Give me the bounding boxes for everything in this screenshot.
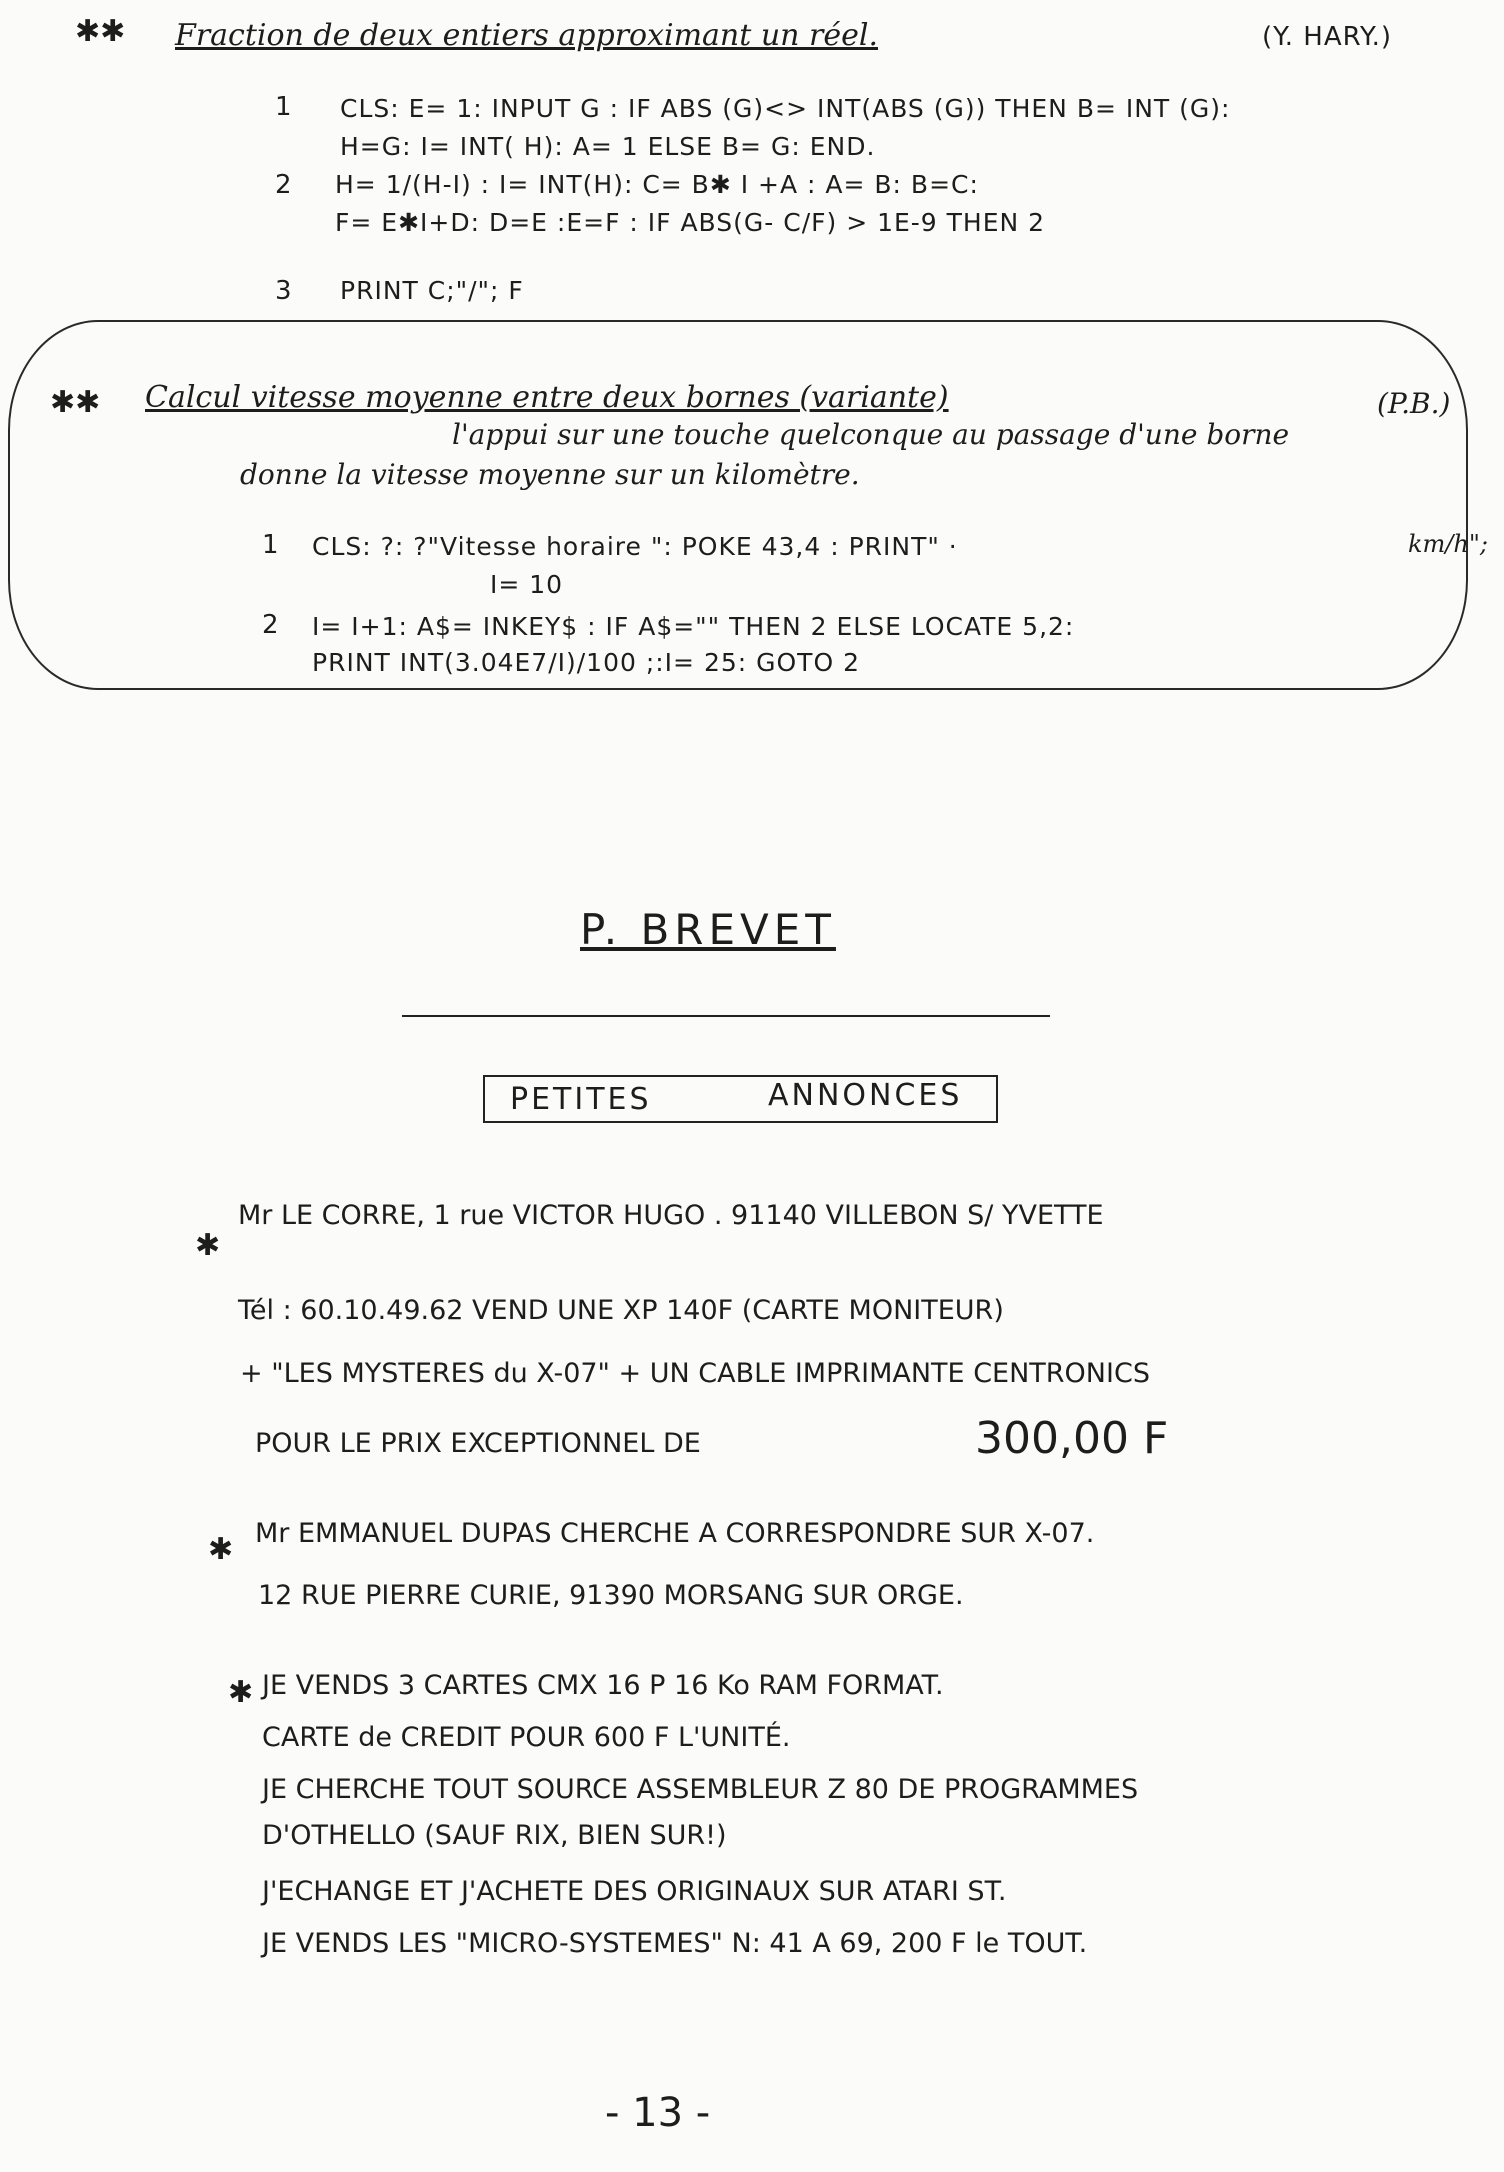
code-line-number: 2 bbox=[275, 170, 292, 200]
ad-line: Mr EMMANUEL DUPAS CHERCHE A CORRESPONDRE SUR X-07. bbox=[255, 1518, 1095, 1549]
code-line-number: 2 bbox=[262, 610, 279, 640]
code-line: CLS: ?: ?"Vitesse horaire ": POKE 43,4 : PRINT" · bbox=[312, 532, 958, 561]
ad-line: POUR LE PRIX EXCEPTIONNEL DE bbox=[255, 1428, 701, 1459]
section1-title: Fraction de deux entiers approximant un réel. bbox=[175, 18, 879, 53]
code-line: F= E✱I+D: D=E :E=F : IF ABS(G- C/F) > 1E-9 THEN 2 bbox=[335, 208, 1046, 237]
page-number: - 13 - bbox=[605, 2090, 711, 2136]
ad-line: D'OTHELLO (SAUF RIX, BIEN SUR!) bbox=[262, 1820, 727, 1851]
code-line: PRINT INT(3.04E7/I)/100 ;:I= 25: GOTO 2 bbox=[312, 648, 860, 677]
ad-bullet-star: ✱ bbox=[228, 1675, 254, 1710]
code-line: I= I+1: A$= INKEY$ : IF A$="" THEN 2 ELSE LOCATE 5,2: bbox=[312, 612, 1075, 641]
ad-line: Mr LE CORRE, 1 rue VICTOR HUGO . 91140 VILLEBON S/ YVETTE bbox=[238, 1200, 1104, 1231]
ad-price: 300,00 F bbox=[975, 1413, 1169, 1464]
code-line: I= 10 bbox=[490, 570, 564, 599]
ad-line: + "LES MYSTERES du X-07" + UN CABLE IMPRIMANTE CENTRONICS bbox=[240, 1358, 1150, 1389]
petites-annonces-word2: ANNONCES bbox=[768, 1078, 963, 1113]
ad-bullet-star: ✱ bbox=[208, 1532, 234, 1567]
code-line-number: 1 bbox=[275, 92, 292, 122]
section2-description-line: l'appui sur une touche quelconque au passage d'une borne bbox=[452, 418, 1290, 451]
section1-author: (Y. HARY.) bbox=[1262, 22, 1393, 52]
section2-stars: ✱✱ bbox=[50, 385, 101, 420]
section1-stars: ✱✱ bbox=[75, 14, 126, 49]
ad-line: JE VENDS 3 CARTES CMX 16 P 16 Ko RAM FORMAT. bbox=[262, 1670, 944, 1701]
code-line: H= 1/(H-I) : I= INT(H): C= B✱ I +A : A= B: B=C: bbox=[335, 170, 979, 199]
section2-unit-note: km/h"; bbox=[1408, 530, 1488, 558]
code-line: PRINT C;"/"; F bbox=[340, 276, 524, 305]
code-line-number: 1 bbox=[262, 530, 279, 560]
code-line: CLS: E= 1: INPUT G : IF ABS (G)<> INT(ABS (G)) THEN B= INT (G): bbox=[340, 94, 1231, 123]
ad-bullet-star: ✱ bbox=[195, 1228, 221, 1263]
section2-description-line: donne la vitesse moyenne sur un kilomètre. bbox=[240, 458, 860, 491]
ad-line: 12 RUE PIERRE CURIE, 91390 MORSANG SUR ORGE. bbox=[258, 1580, 964, 1611]
author-name: P. BREVET bbox=[580, 905, 836, 954]
code-line-number: 3 bbox=[275, 276, 292, 306]
code-line: H=G: I= INT( H): A= 1 ELSE B= G: END. bbox=[340, 132, 876, 161]
petites-annonces-word1: PETITES bbox=[510, 1082, 652, 1117]
ad-line: J'ECHANGE ET J'ACHETE DES ORIGINAUX SUR ATARI ST. bbox=[262, 1876, 1007, 1907]
section2-author: (P.B.) bbox=[1377, 387, 1451, 420]
ad-line: JE VENDS LES "MICRO-SYSTEMES" N: 41 A 69, 200 F le TOUT. bbox=[262, 1928, 1088, 1959]
ad-line: JE CHERCHE TOUT SOURCE ASSEMBLEUR Z 80 DE PROGRAMMES bbox=[262, 1774, 1139, 1805]
divider-line bbox=[402, 1015, 1050, 1017]
ad-line: CARTE de CREDIT POUR 600 F L'UNITÉ. bbox=[262, 1722, 791, 1753]
section2-title: Calcul vitesse moyenne entre deux bornes (variante) bbox=[145, 380, 949, 415]
ad-line: Tél : 60.10.49.62 VEND UNE XP 140F (CARTE MONITEUR) bbox=[238, 1295, 1004, 1326]
